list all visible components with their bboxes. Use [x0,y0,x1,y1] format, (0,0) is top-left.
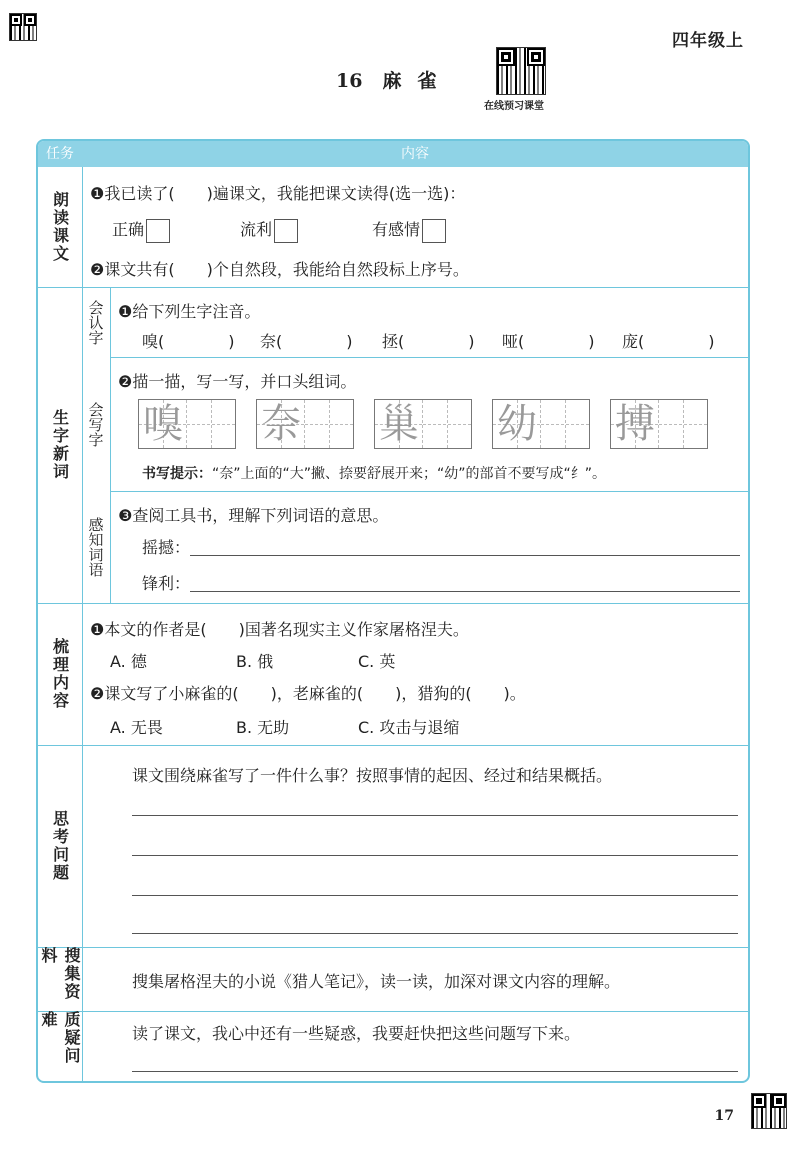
pinyin-item[interactable]: 哑( ) [502,332,595,351]
answer-line[interactable] [132,815,738,816]
answer-line[interactable] [190,591,740,592]
option[interactable]: B. 俄 [236,652,274,671]
option-correct: 正确 [112,217,170,243]
checkbox-correct[interactable] [146,219,170,243]
word-yaohan: 摇撼： [142,538,191,557]
row-divider [110,357,750,358]
collect-q: 搜集屠格涅夫的小说《猎人笔记》，读一读，加深对课文内容的理解。 [132,972,621,991]
option-emotion: 有感情 [372,217,446,243]
table-header [38,141,748,167]
row-divider [38,603,748,604]
answer-line[interactable] [132,895,738,896]
trace-char: 巢 [379,401,419,447]
reading-q1: ❶我已读了( )遍课文，我能把课文读得(选一选)： [90,184,466,203]
option[interactable]: A. 德 [110,652,147,671]
qr-caption: 在线预习课堂 [484,101,544,112]
category-think: 思考问题 [50,810,70,882]
header-content: 内容 [401,146,429,162]
writing-grid[interactable] [256,399,354,449]
writing-grid[interactable] [374,399,472,449]
pinyin-item[interactable]: 嗅( ) [142,332,235,351]
pinyin-item[interactable]: 庞( ) [622,332,715,351]
trace-char: 奈 [261,401,301,447]
category-collect: 搜集资料 [39,947,81,1001]
write-q: ❷描一描，写一写，并口头组词。 [118,372,357,391]
checkbox-emotion[interactable] [422,219,446,243]
sub-recognize: 会认字 [86,299,105,345]
option-fluent: 流利 [240,217,298,243]
trace-char: 嗅 [143,401,183,447]
category-sort-content: 梳理内容 [50,638,70,710]
word-fengli: 锋利： [142,574,191,593]
answer-line[interactable] [132,933,738,934]
option[interactable]: B. 无助 [236,718,290,737]
trace-char: 幼 [497,401,537,447]
lesson-number: 16 [336,70,363,92]
lesson-name: 麻雀 [382,70,453,92]
answer-line[interactable] [190,555,740,556]
trace-char: 搏 [615,401,655,447]
pinyin-item[interactable]: 奈( ) [260,332,353,351]
category-new-words: 生字新词 [50,409,70,481]
writing-grid[interactable] [138,399,236,449]
writing-grid[interactable] [492,399,590,449]
answer-line[interactable] [132,855,738,856]
sort-q1: ❶本文的作者是( )国著名现实主义作家屠格涅夫。 [90,620,469,639]
option[interactable]: C. 攻击与退缩 [358,718,460,737]
grade-label: 四年级上 [672,31,744,51]
checkbox-fluent[interactable] [274,219,298,243]
lesson-title [336,66,452,93]
page-number: 17 [714,1108,734,1124]
perceive-q: ❸查阅工具书，理解下列词语的意思。 [118,506,389,525]
qr-code-preview[interactable] [497,48,545,94]
reading-q2: ❷课文共有( )个自然段，我能给自然段标上序号。 [90,260,469,279]
option[interactable]: C. 英 [358,652,396,671]
qr-code-top-left [10,14,36,40]
category-questions: 质疑问难 [39,1011,81,1065]
sort-q2: ❷课文写了小麻雀的( )，老麻雀的( )，猎狗的( )。 [90,684,526,703]
questions-q: 读了课文，我心中还有一些疑惑，我要赶快把这些问题写下来。 [132,1024,581,1043]
qr-code-bottom-right [752,1094,786,1128]
pinyin-item[interactable]: 拯( ) [382,332,475,351]
sub-perceive: 感知词语 [86,517,105,577]
task-table [36,139,750,1083]
option[interactable]: A. 无畏 [110,718,163,737]
writing-hint: 书写提示：“奈”上面的“大”撇、捺要舒展开来；“幼”的部首不要写成“纟”。 [142,466,607,482]
row-divider [38,1011,748,1012]
think-q: 课文围绕麻雀写了一件什么事？按照事情的起因、经过和结果概括。 [132,766,613,785]
header-task: 任务 [46,146,74,162]
row-divider [38,287,748,288]
row-divider [38,947,748,948]
sub-write: 会写字 [86,401,105,447]
row-divider [38,745,748,746]
category-reading: 朗读课文 [50,191,70,263]
row-divider [110,491,750,492]
subcol-divider [110,287,111,603]
answer-line[interactable] [132,1071,738,1072]
writing-grid[interactable] [610,399,708,449]
recognize-q: ❶给下列生字注音。 [118,302,261,321]
